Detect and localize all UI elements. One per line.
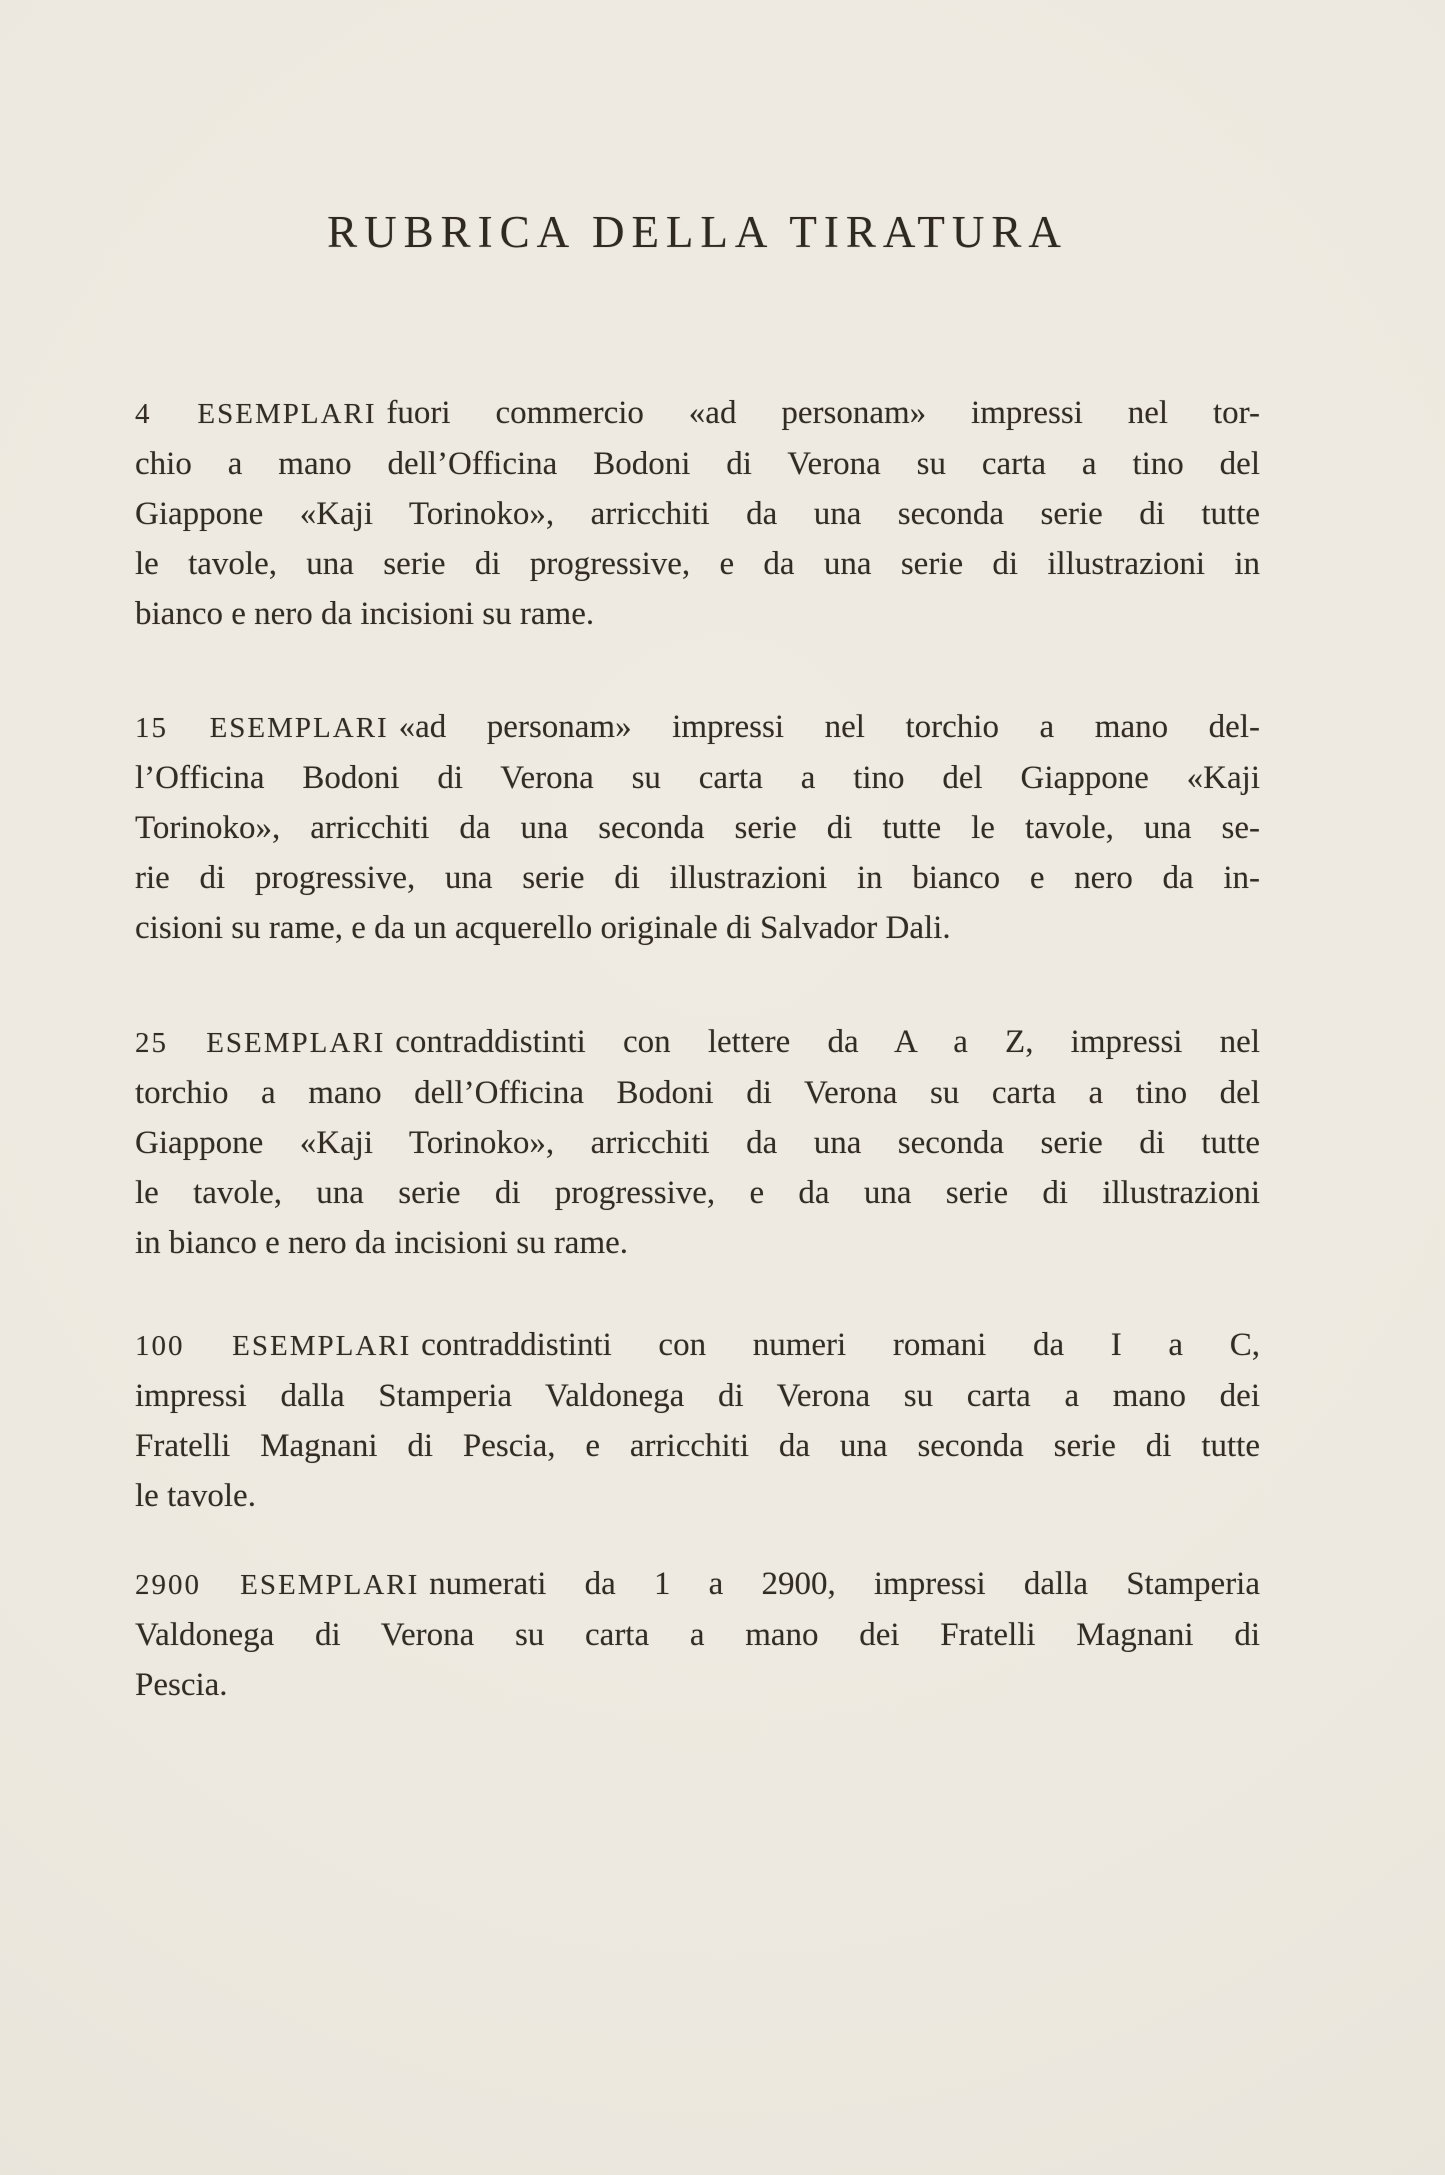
text-line: le tavole, una serie di progressive, e da una serie di illustrazioni [135,1175,1260,1211]
edition-count-label: 100 ESEMPLARI [135,1330,412,1362]
text-line: l’Officina Bodoni di Verona su carta a tino del Giappone «Kaji [135,760,1260,796]
text-line: bianco e nero da incisioni su rame. [135,596,595,632]
text-line-content: contraddistinti con lettere da A a Z, impressi nel [395,1024,1260,1060]
edition-paragraph [135,1320,1260,1521]
text-line: torchio a mano dell’Officina Bodoni di Verona su carta a tino del [135,1075,1260,1111]
text-line: Giappone «Kaji Torinoko», arricchiti da una seconda serie di tutte [135,1125,1260,1161]
edition-count-label: 2900 ESEMPLARI [135,1569,420,1601]
edition-count-label: 25 ESEMPLARI [135,1027,386,1059]
text-line: Giappone «Kaji Torinoko», arricchiti da una seconda serie di tutte [135,496,1260,532]
text-line: impressi dalla Stamperia Valdonega di Verona su carta a mano dei [135,1378,1260,1414]
text-line-content: contraddistinti con numeri romani da I a C, [421,1327,1260,1363]
text-line: Valdonega di Verona su carta a mano dei Fratelli Magnani di [135,1617,1260,1653]
text-line: Torinoko», arricchiti da una seconda serie di tutte le tavole, una se- [135,810,1260,846]
text-line: chio a mano dell’Officina Bodoni di Verona su carta a tino del [135,446,1260,482]
text-line [135,1017,1260,1068]
edition-paragraph [135,1017,1260,1268]
edition-paragraph [135,702,1260,953]
edition-paragraph [135,1559,1260,1710]
text-line: le tavole, una serie di progressive, e da una serie di illustrazioni in [135,546,1260,582]
text-line: le tavole. [135,1478,256,1514]
text-line-content: «ad personam» impressi nel torchio a mano del- [398,709,1260,745]
text-line: cisioni su rame, e da un acquerello originale di Salvador Dali. [135,910,951,946]
text-block [135,0,1260,1710]
edition-count-label: 4 ESEMPLARI [135,398,377,430]
edition-count-label: 15 ESEMPLARI [135,712,389,744]
text-line: in bianco e nero da incisioni su rame. [135,1225,629,1261]
text-line [135,388,1260,439]
text-line: Pescia. [135,1667,228,1703]
page-title: RUBRICA DELLA TIRATURA [327,207,1068,257]
text-line: rie di progressive, una serie di illustrazioni in bianco e nero da in- [135,860,1260,896]
text-line-content: numerati da 1 a 2900, impressi dalla Stamperia [429,1566,1260,1602]
edition-paragraph [135,388,1260,639]
text-line [135,1320,1260,1371]
text-line [135,1559,1260,1610]
text-line-content: fuori commercio «ad personam» impressi nel tor- [386,395,1260,431]
text-line: Fratelli Magnani di Pescia, e arricchiti da una seconda serie di tutte [135,1428,1260,1464]
text-line [135,702,1260,753]
